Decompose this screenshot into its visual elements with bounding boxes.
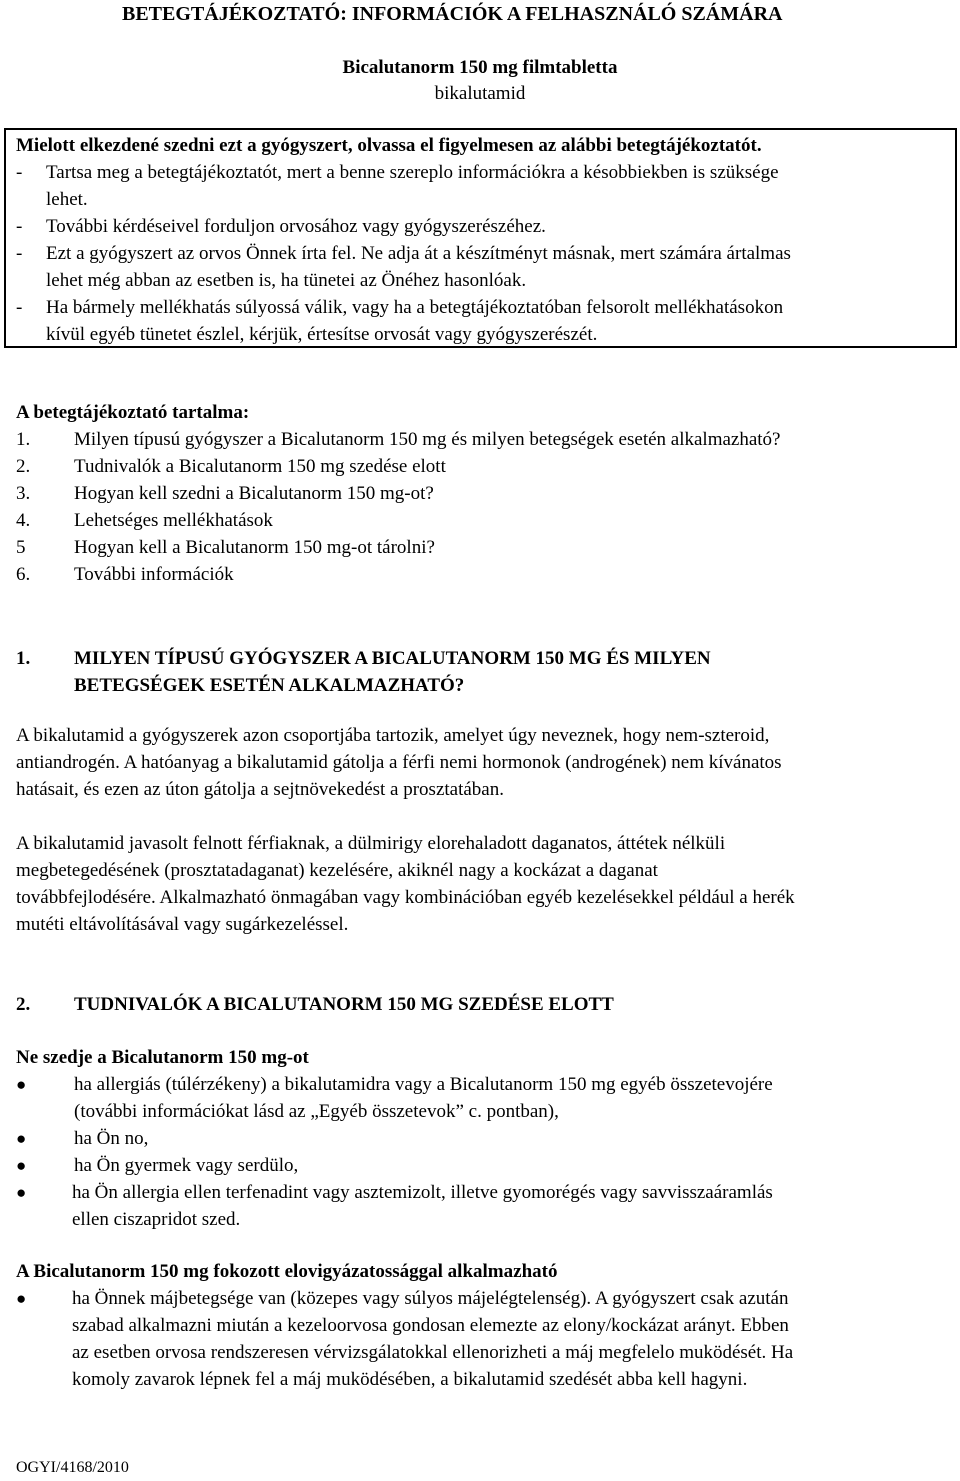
bullet-icon: ●	[16, 1183, 27, 1202]
caution-heading: A Bicalutanorm 150 mg fokozott elovigyázatossággal alkalmazható	[16, 1261, 558, 1282]
toc-number: 3.	[16, 483, 31, 504]
section1-para2-line: A bikalutamid javasolt felnott férfiaknak, a dülmirigy elorehaladott daganatos, áttétek nélküli	[16, 833, 726, 854]
section1-para1-line: antiandrogén. A hatóanyag a bikalutamid gátolja a férfi nemi hormonok (androgének) nem kívánatos	[16, 752, 782, 773]
caution-line: ha Önnek májbetegsége van (közepes vagy súlyos májelégtelenség). A gyógyszert csak azután	[72, 1288, 789, 1309]
notice-line: Ezt a gyógyszert az orvos Önnek írta fel. Ne adja át a készítményt másnak, mert számára ártalmas	[46, 243, 791, 264]
section1-heading-line: MILYEN TÍPUSÚ GYÓGYSZER A BICALUTANORM 150 MG ÉS MILYEN	[74, 648, 711, 669]
toc-text: Lehetséges mellékhatások	[74, 510, 273, 531]
notice-line: Tartsa meg a betegtájékoztatót, mert a benne szereplo információkra a késobbiekben is szüksége	[46, 162, 779, 183]
notice-line: lehet még abban az esetben is, ha tünetei az Önéhez hasonlóak.	[46, 270, 527, 291]
section2-number: 2.	[16, 994, 31, 1015]
caution-line: szabad alkalmazni miután a kezeloorvosa gondosan elemezte az elony/kockázat arányt. Ebben	[72, 1315, 789, 1336]
section1-para1-line: A bikalutamid a gyógyszerek azon csoportjába tartozik, amelyet úgy neveznek, hogy nem-szteroid,	[16, 725, 770, 746]
not-take-item	[16, 1152, 944, 1179]
not-take-line: ellen ciszapridot szed.	[72, 1209, 241, 1230]
dash-marker: -	[16, 216, 23, 237]
not-take-line: ha Ön no,	[74, 1128, 149, 1149]
caution-line: komoly zavarok lépnek fel a máj muködésében, a bikalutamid szedését abba kell hagyni.	[72, 1369, 748, 1390]
section1-para2-line: mutéti eltávolításával vagy sugárkezeléssel.	[16, 914, 349, 935]
toc-number: 6.	[16, 564, 31, 585]
toc-text: Hogyan kell szedni a Bicalutanorm 150 mg-ot?	[74, 483, 434, 504]
section1-para2-line: megbetegedésének (prosztatadaganat) kezelésére, akiknél nagy a kockázat a daganat	[16, 860, 658, 881]
caution-line: az esetben orvosa rendszeresen vérvizsgálatokkal ellenorizheti a máj megfelelo muködését. Ha	[72, 1342, 794, 1363]
toc-list	[16, 426, 944, 588]
toc-text: További információk	[74, 564, 234, 585]
dash-marker: -	[16, 297, 23, 318]
toc-number: 4.	[16, 510, 31, 531]
bullet-icon: ●	[16, 1075, 27, 1094]
caution-item	[16, 1285, 944, 1393]
not-take-heading: Ne szedje a Bicalutanorm 150 mg-ot	[16, 1047, 309, 1068]
product-name: Bicalutanorm 150 mg filmtabletta	[342, 57, 618, 78]
notice-heading: Mielott elkezdené szedni ezt a gyógyszert, olvassa el figyelmesen az alábbi betegtájékoztatót.	[16, 135, 762, 156]
bullet-icon: ●	[16, 1289, 27, 1308]
not-take-item	[16, 1179, 944, 1233]
not-take-line: ha allergiás (túlérzékeny) a bikalutamidra vagy a Bicalutanorm 150 mg egyéb összetevojére	[74, 1074, 773, 1095]
section1-number: 1.	[16, 648, 31, 669]
toc-text: Milyen típusú gyógyszer a Bicalutanorm 150 mg és milyen betegségek esetén alkalmazható?	[74, 429, 781, 450]
section2-heading: TUDNIVALÓK A BICALUTANORM 150 MG SZEDÉSE ELOTT	[74, 994, 614, 1015]
bullet-icon: ●	[16, 1129, 27, 1148]
section1-para2-line: továbbfejlodésére. Alkalmazható önmagában vagy kombinációban egyéb kezelésekkel például a herék	[16, 887, 795, 908]
toc-text: Tudnivalók a Bicalutanorm 150 mg szedése elott	[74, 456, 446, 477]
toc-number: 5	[16, 537, 26, 558]
not-take-line: ha Ön gyermek vagy serdülo,	[74, 1155, 299, 1176]
notice-line: Ha bármely mellékhatás súlyossá válik, vagy ha a betegtájékoztatóban felsorolt mellékhatásokon	[46, 297, 784, 318]
warning-notice-box	[4, 128, 957, 348]
notice-line: lehet.	[46, 189, 88, 210]
bullet-icon: ●	[16, 1156, 27, 1175]
section1-para1-line: hatásait, és ezen az úton gátolja a sejtnövekedést a prosztatában.	[16, 779, 504, 800]
document-title: BETEGTÁJÉKOZTATÓ: INFORMÁCIÓK A FELHASZNÁLÓ SZÁMÁRA	[122, 3, 783, 25]
dash-marker: -	[16, 162, 23, 183]
active-substance: bikalutamid	[434, 83, 526, 104]
notice-line: További kérdéseivel forduljon orvosához vagy gyógyszerészéhez.	[46, 216, 546, 237]
notice-line: kívül egyéb tünetet észlel, kérjük, értesítse orvosát vagy gyógyszerészét.	[46, 324, 598, 345]
toc-text: Hogyan kell a Bicalutanorm 150 mg-ot tárolni?	[74, 537, 435, 558]
section1-heading-line: BETEGSÉGEK ESETÉN ALKALMAZHATÓ?	[74, 675, 465, 696]
document-code: OGYI/4168/2010	[16, 1459, 129, 1476]
dash-marker: -	[16, 243, 23, 264]
not-take-line: (további információkat lásd az „Egyéb összetevok” c. pontban),	[74, 1101, 559, 1122]
toc-heading: A betegtájékoztató tartalma:	[16, 402, 250, 423]
not-take-item	[16, 1071, 944, 1122]
toc-number: 2.	[16, 456, 31, 477]
not-take-item	[16, 1125, 944, 1152]
not-take-line: ha Ön allergia ellen terfenadint vagy asztemizolt, illetve gyomorégés vagy savvisszaáramlás	[72, 1182, 773, 1203]
toc-number: 1.	[16, 429, 31, 450]
